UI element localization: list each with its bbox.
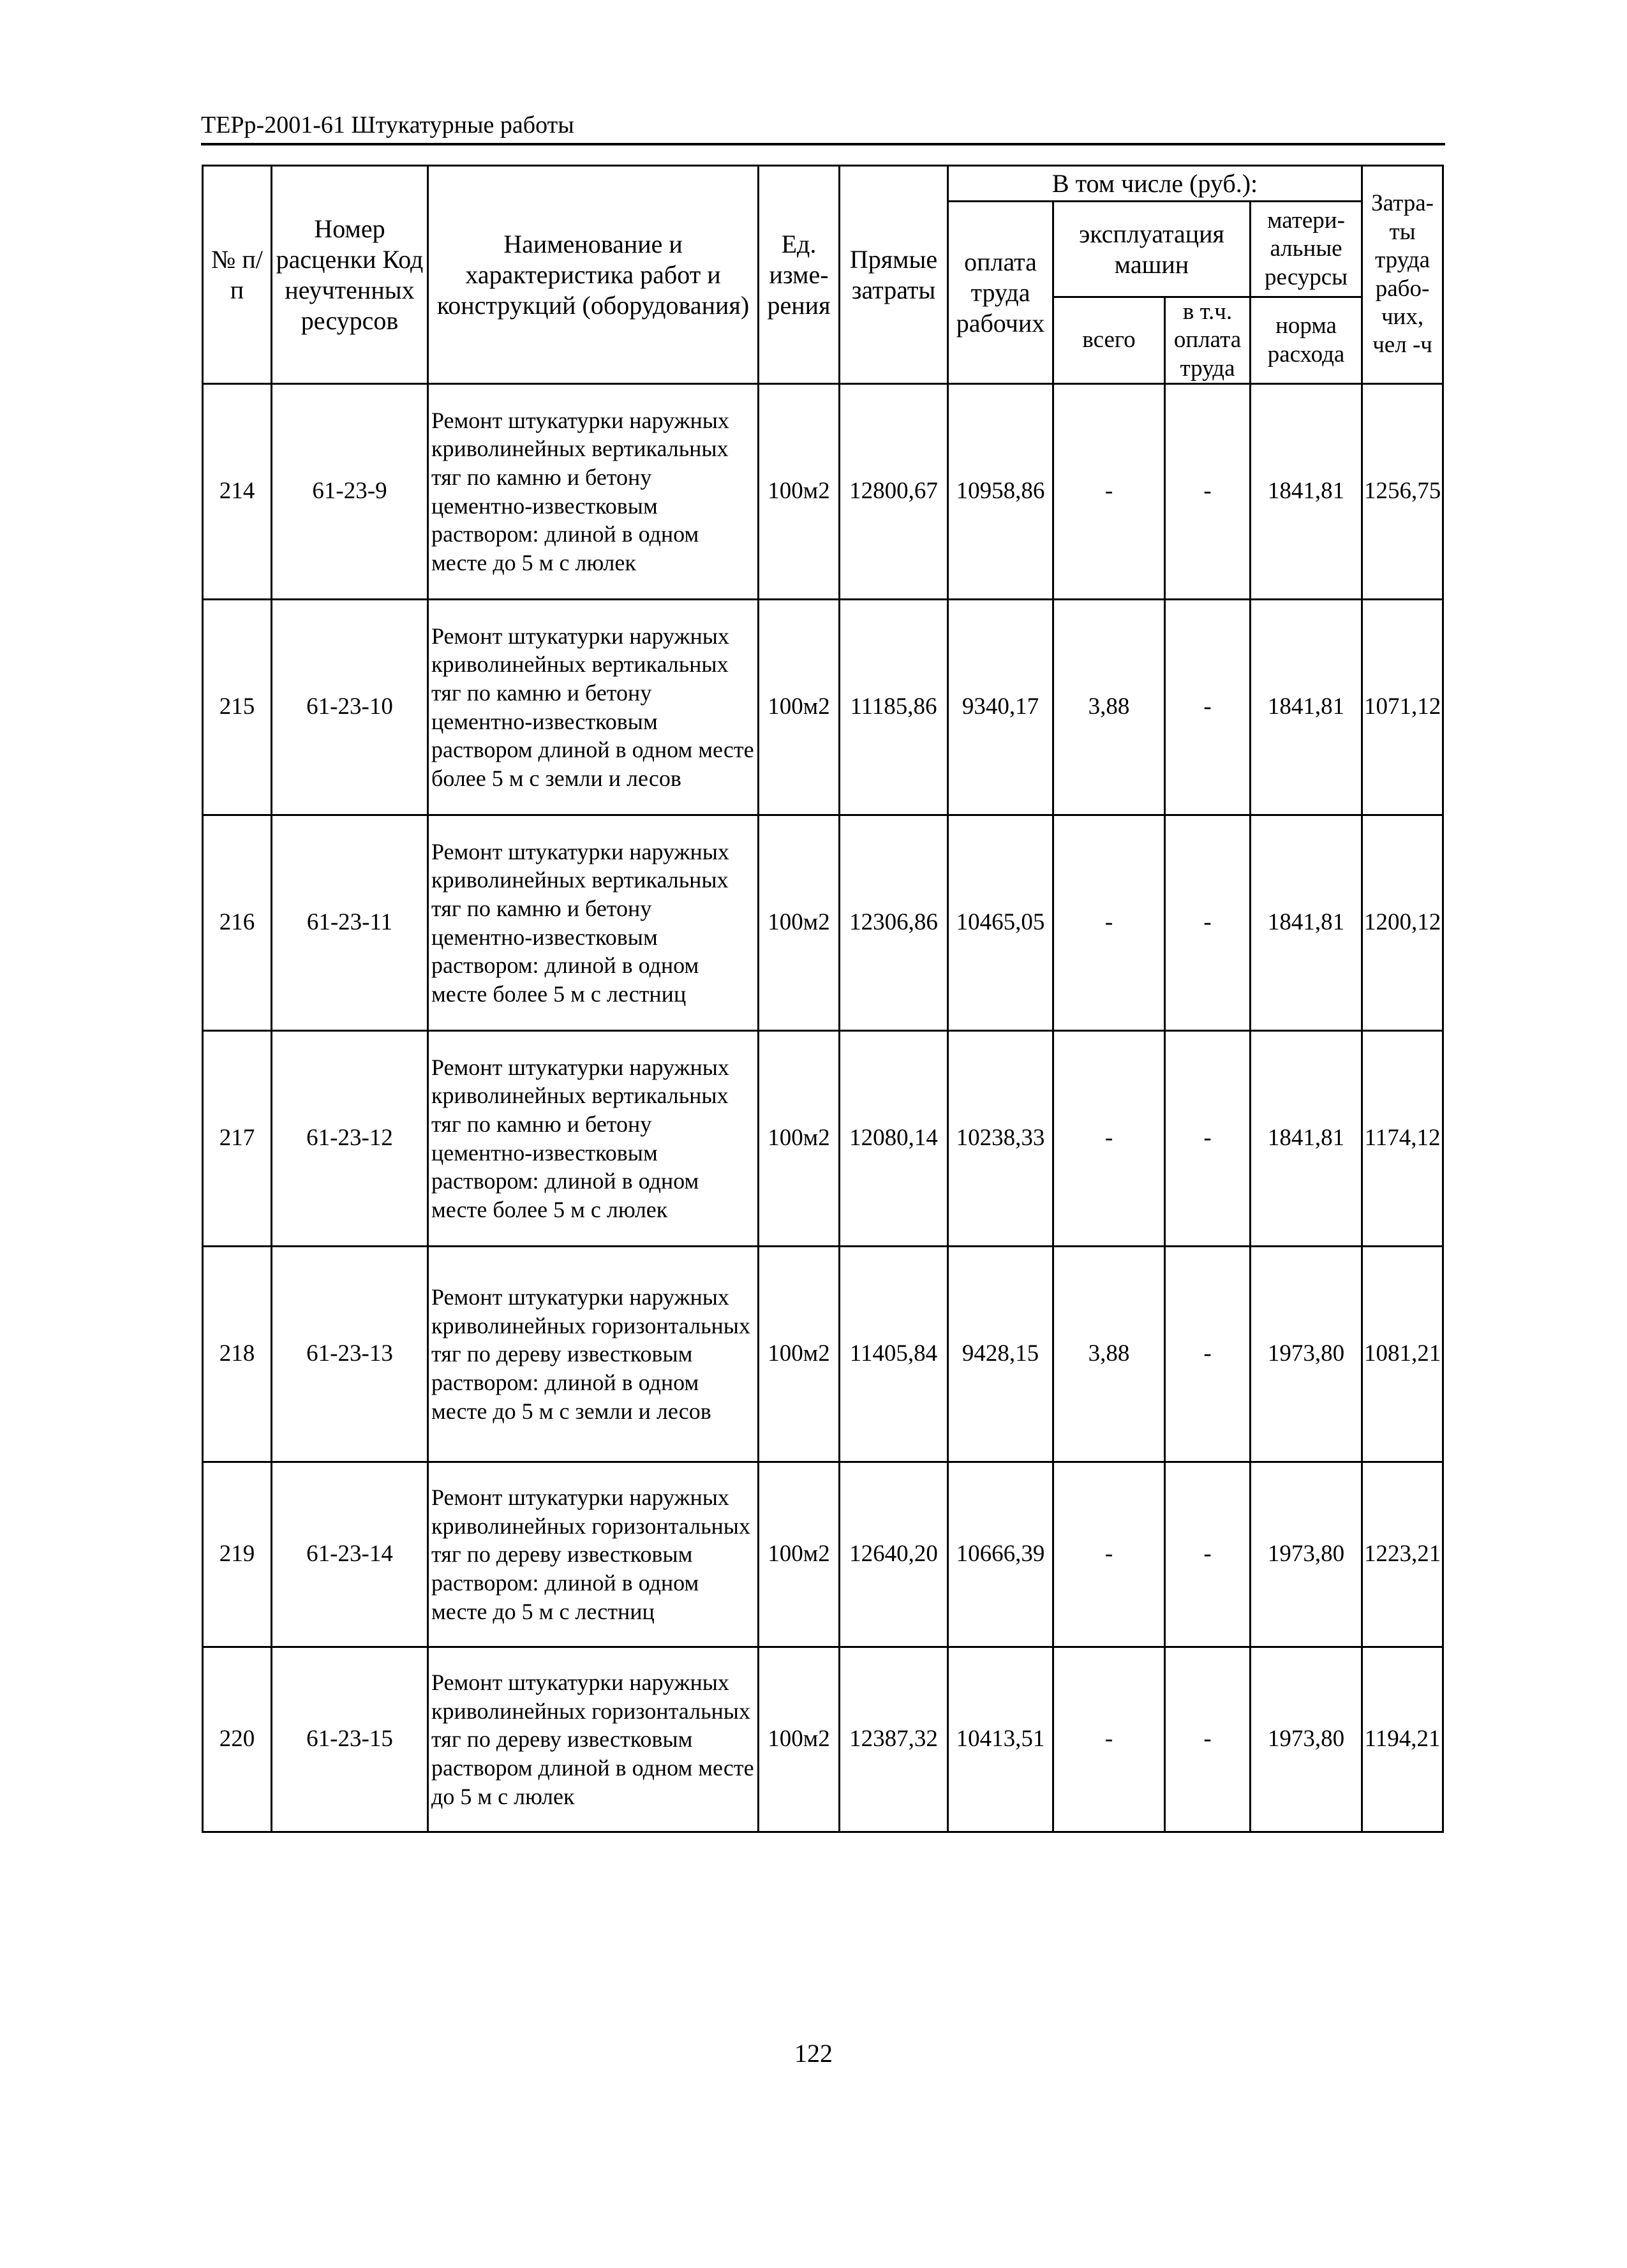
row-machines-total: - xyxy=(1053,384,1165,600)
row-code: 61-23-11 xyxy=(272,815,428,1031)
column-header-materials: матери-альные ресурсы xyxy=(1251,202,1362,297)
column-header-direct-costs: Прямые затраты xyxy=(840,166,948,384)
row-wages: 10413,51 xyxy=(948,1647,1053,1832)
row-unit: 100м2 xyxy=(759,384,840,600)
row-machines-total: - xyxy=(1053,1647,1165,1832)
row-machines-wages: - xyxy=(1165,815,1251,1031)
page-header xyxy=(201,107,1445,145)
table-row xyxy=(203,600,1443,815)
row-unit: 100м2 xyxy=(759,1647,840,1832)
row-code: 61-23-15 xyxy=(272,1647,428,1832)
table-row xyxy=(203,1647,1443,1832)
row-machines-total: - xyxy=(1053,815,1165,1031)
row-code: 61-23-13 xyxy=(272,1247,428,1462)
row-machines-total: 3,88 xyxy=(1053,1247,1165,1462)
table-row xyxy=(203,1031,1443,1247)
row-machines-total: 3,88 xyxy=(1053,600,1165,815)
row-wages: 10465,05 xyxy=(948,815,1053,1031)
row-materials: 1841,81 xyxy=(1251,815,1362,1031)
row-name: Ремонт штукатурки наружных криволинейных горизонтальных тяг по дереву известковым раствором: длиной в одном месте до 5 м с лестниц xyxy=(428,1462,759,1647)
row-code: 61-23-14 xyxy=(272,1462,428,1647)
row-labor: 1081,21 xyxy=(1362,1247,1443,1462)
row-name: Ремонт штукатурки наружных криволинейных горизонтальных тяг по дереву известковым раствором длиной в одном месте до 5 м с люлек xyxy=(428,1647,759,1832)
row-direct: 11405,84 xyxy=(840,1247,948,1462)
row-labor: 1256,75 xyxy=(1362,384,1443,600)
row-labor: 1174,12 xyxy=(1362,1031,1443,1247)
row-labor: 1223,21 xyxy=(1362,1462,1443,1647)
column-header-unit: Ед. изме-рения xyxy=(759,166,840,384)
row-direct: 12800,67 xyxy=(840,384,948,600)
row-machines-wages: - xyxy=(1165,1647,1251,1832)
table-row xyxy=(203,815,1443,1031)
row-wages: 9428,15 xyxy=(948,1247,1053,1462)
column-header-including: В том числе (руб.): xyxy=(948,166,1362,202)
row-machines-wages: - xyxy=(1165,1031,1251,1247)
row-num: 218 xyxy=(203,1247,272,1462)
row-unit: 100м2 xyxy=(759,1247,840,1462)
row-num: 216 xyxy=(203,815,272,1031)
row-labor: 1194,21 xyxy=(1362,1647,1443,1832)
row-direct: 11185,86 xyxy=(840,600,948,815)
row-num: 217 xyxy=(203,1031,272,1247)
row-machines-wages: - xyxy=(1165,600,1251,815)
row-num: 214 xyxy=(203,384,272,600)
row-labor: 1200,12 xyxy=(1362,815,1443,1031)
row-unit: 100м2 xyxy=(759,1462,840,1647)
row-name: Ремонт штукатурки наружных криволинейных вертикальных тяг по камню и бетону цементно-известковым раствором длиной в одном месте более 5 м с земли и лесов xyxy=(428,600,759,815)
row-materials: 1973,80 xyxy=(1251,1247,1362,1462)
column-header-labor-costs: Затра-ты труда рабо-чих, чел -ч xyxy=(1362,166,1443,384)
row-code: 61-23-12 xyxy=(272,1031,428,1247)
document-title: ТЕРр-2001-61 Штукатурные работы xyxy=(201,112,574,138)
row-materials: 1841,81 xyxy=(1251,384,1362,600)
row-num: 220 xyxy=(203,1647,272,1832)
column-header-name: Наименование и характеристика работ и конструкций (оборудования) xyxy=(428,166,759,384)
row-machines-wages: - xyxy=(1165,1462,1251,1647)
row-machines-total: - xyxy=(1053,1031,1165,1247)
table-row xyxy=(203,1247,1443,1462)
row-direct: 12306,86 xyxy=(840,815,948,1031)
row-materials: 1973,80 xyxy=(1251,1462,1362,1647)
column-header-machines-total: всего xyxy=(1053,297,1165,384)
row-labor: 1071,12 xyxy=(1362,600,1443,815)
page-number: 122 xyxy=(794,2039,833,2068)
table-body xyxy=(203,384,1443,1832)
rates-table xyxy=(202,165,1444,1833)
row-code: 61-23-9 xyxy=(272,384,428,600)
table-row xyxy=(203,384,1443,600)
row-machines-wages: - xyxy=(1165,1247,1251,1462)
row-direct: 12640,20 xyxy=(840,1462,948,1647)
row-direct: 12080,14 xyxy=(840,1031,948,1247)
column-header-num: № п/п xyxy=(203,166,272,384)
column-header-materials-norm: норма расхода xyxy=(1251,297,1362,384)
row-materials: 1841,81 xyxy=(1251,1031,1362,1247)
row-materials: 1841,81 xyxy=(1251,600,1362,815)
column-header-machines: эксплуатация машин xyxy=(1053,202,1251,297)
row-wages: 9340,17 xyxy=(948,600,1053,815)
column-header-code: Номер расценки Код неучтенных ресурсов xyxy=(272,166,428,384)
row-name: Ремонт штукатурки наружных криволинейных вертикальных тяг по камню и бетону цементно-известковым раствором: длиной в одном месте более 5 м с лестниц xyxy=(428,815,759,1031)
column-header-wages: оплата труда рабочих xyxy=(948,202,1053,384)
row-num: 219 xyxy=(203,1462,272,1647)
row-materials: 1973,80 xyxy=(1251,1647,1362,1832)
row-name: Ремонт штукатурки наружных криволинейных горизонтальных тяг по дереву известковым раствором: длиной в одном месте до 5 м с земли и лесов xyxy=(428,1247,759,1462)
row-unit: 100м2 xyxy=(759,600,840,815)
row-name: Ремонт штукатурки наружных криволинейных вертикальных тяг по камню и бетону цементно-известковым раствором: длиной в одном месте до 5 м с люлек xyxy=(428,384,759,600)
column-header-machines-wages: в т.ч. оплата труда xyxy=(1165,297,1251,384)
row-wages: 10238,33 xyxy=(948,1031,1053,1247)
row-wages: 10666,39 xyxy=(948,1462,1053,1647)
table-row xyxy=(203,1462,1443,1647)
row-num: 215 xyxy=(203,600,272,815)
row-direct: 12387,32 xyxy=(840,1647,948,1832)
row-wages: 10958,86 xyxy=(948,384,1053,600)
row-machines-wages: - xyxy=(1165,384,1251,600)
row-unit: 100м2 xyxy=(759,815,840,1031)
row-unit: 100м2 xyxy=(759,1031,840,1247)
row-machines-total: - xyxy=(1053,1462,1165,1647)
table-header xyxy=(203,166,1443,384)
row-code: 61-23-10 xyxy=(272,600,428,815)
row-name: Ремонт штукатурки наружных криволинейных вертикальных тяг по камню и бетону цементно-известковым раствором: длиной в одном месте более 5 м с люлек xyxy=(428,1031,759,1247)
